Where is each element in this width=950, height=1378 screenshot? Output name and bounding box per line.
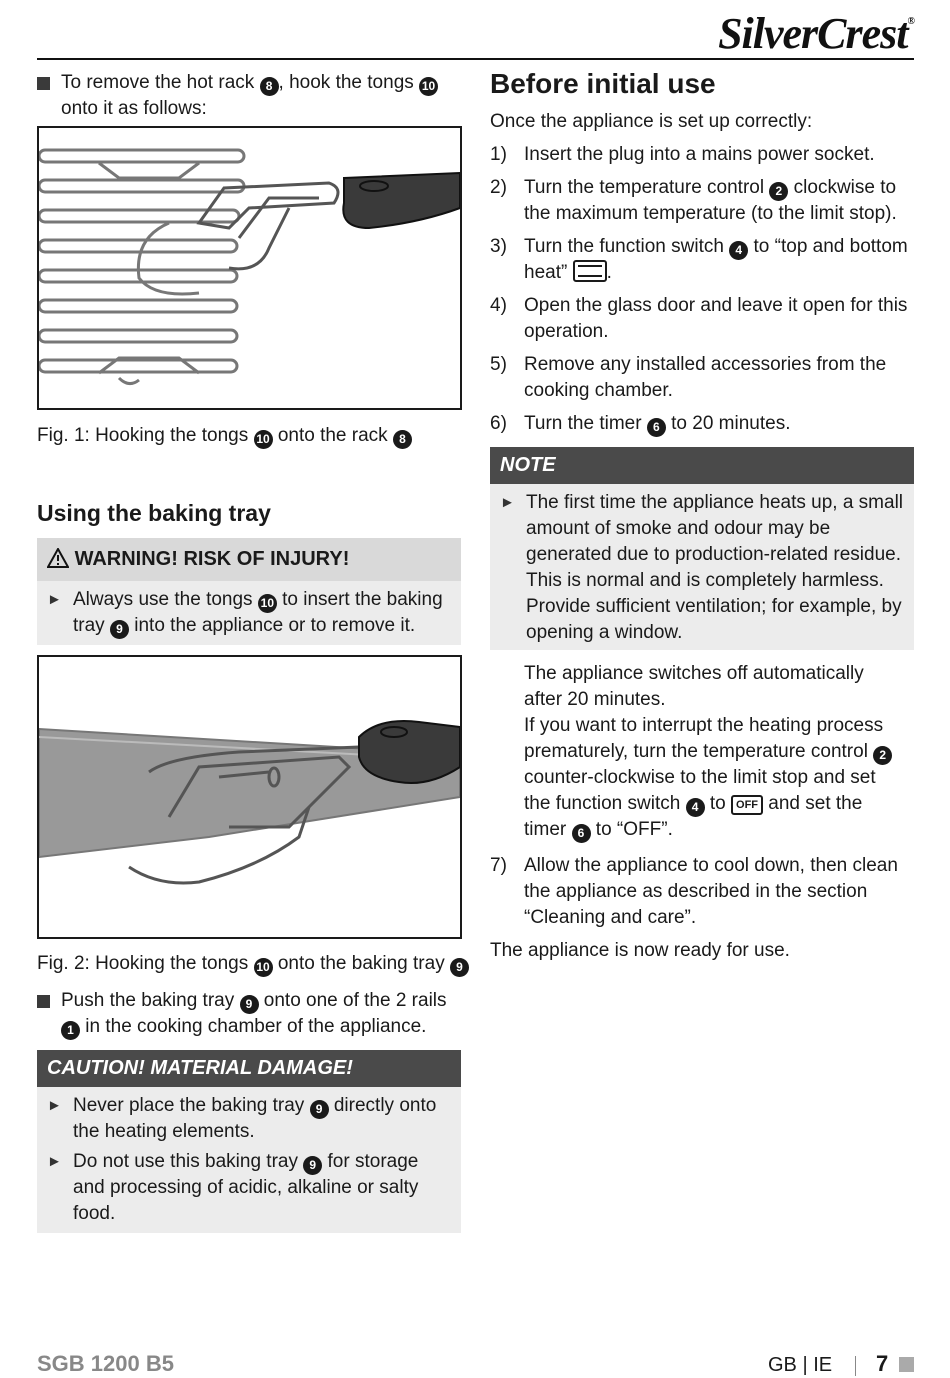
warning-item: ► Always use the tongs 10 to insert the baking tray 9 into the appliance or to remove it. [47, 587, 451, 639]
caution-box [37, 1050, 461, 1233]
warning-header: WARNING! RISK OF INJURY! [37, 538, 461, 581]
part-number-badge: 9 [310, 1100, 329, 1119]
caution-item: ► Never place the baking tray 9 directly onto the heating elements. [47, 1095, 437, 1142]
part-number-badge: 9 [450, 958, 469, 977]
square-bullet-icon [37, 995, 50, 1008]
interrupt-paragraph: If you want to interrupt the heating process prematurely, turn the temperature control 2 counter-clockwise to the limit stop and set the function switch 4 to OFF and set the timer 6 to “OFF”. [524, 713, 894, 843]
part-number-badge: 10 [254, 430, 273, 449]
page-number: 7 [876, 1351, 889, 1376]
part-number-badge: 4 [686, 798, 705, 817]
arrow-bullet-icon: ► [47, 1097, 62, 1114]
brand-logo: SilverCrest® [718, 9, 914, 58]
steps-list-continued [490, 853, 914, 938]
part-number-badge: 10 [419, 77, 438, 96]
header-rule [37, 58, 914, 60]
part-number-badge: 9 [240, 995, 259, 1014]
language-codes: GB | IE [768, 1354, 833, 1376]
part-number-badge: 9 [110, 620, 129, 639]
part-number-badge: 10 [258, 594, 277, 613]
arrow-bullet-icon: ► [47, 591, 62, 608]
part-number-badge: 2 [769, 182, 788, 201]
part-number-badge: 2 [873, 746, 892, 765]
arrow-bullet-icon: ► [47, 1153, 62, 1170]
note-box [490, 447, 914, 650]
footer-divider [855, 1356, 856, 1376]
square-bullet-icon [37, 77, 50, 90]
warning-box [37, 538, 461, 645]
part-number-badge: 6 [572, 824, 591, 843]
figure-1-caption: Fig. 1: Hooking the tongs 10 onto the rack 8 [37, 423, 457, 449]
step-item: 5) Remove any installed accessories from the cooking chamber. [490, 354, 887, 401]
part-number-badge: 6 [647, 418, 666, 437]
step-item: 2) Turn the temperature control 2 clockwise to the maximum temperature (to the limit stop). [490, 177, 897, 224]
warning-triangle-icon [47, 548, 69, 568]
steps-list [490, 142, 914, 444]
part-number-badge: 10 [254, 958, 273, 977]
part-number-badge: 8 [393, 430, 412, 449]
page-marker-square [899, 1357, 914, 1372]
arrow-bullet-icon: ► [500, 494, 515, 511]
step-item: 3) Turn the function switch 4 to “top and bottom heat” . [490, 236, 908, 283]
figure-1-illustration [37, 126, 462, 410]
step-item: 4) Open the glass door and leave it open for this operation. [490, 295, 908, 342]
section-title-baking-tray: Using the baking tray [37, 500, 271, 526]
push-tray-paragraph: Push the baking tray 9 onto one of the 2 rails 1 in the cooking chamber of the appliance. [37, 988, 467, 1040]
page-title: Before initial use [490, 68, 716, 99]
part-number-badge: 8 [260, 77, 279, 96]
part-number-badge: 4 [729, 241, 748, 260]
note-item: ► The first time the appliance heats up, a small amount of smoke and odour may be generated due to production-related residue. This is normal and is completely harmless. Provide sufficient ventilation; for example, by opening a window. [500, 492, 904, 643]
step-item: 6) Turn the timer 6 to 20 minutes. [490, 411, 914, 437]
step-item: 7) Allow the appliance to cool down, then clean the appliance as described in the section “Cleaning and care”. [490, 855, 898, 928]
off-switch-icon: OFF [731, 795, 763, 815]
caution-item: ► Do not use this baking tray 9 for storage and processing of acidic, alkaline or salty food. [47, 1151, 419, 1224]
ready-text: The appliance is now ready for use. [490, 940, 790, 961]
after-note-text: The appliance switches off automatically after 20 minutes. If you want to interrupt the heating process prematurely, turn the temperature control 2 counter-clockwise to the limit stop and set the function switch 4 to OFF and set the timer 6 to “OFF”. [524, 661, 894, 843]
intro-paragraph: To remove the hot rack 8 , hook the tongs 10 onto it as follows: [37, 70, 457, 122]
figure-2-illustration [37, 655, 462, 939]
caution-header: CAUTION! MATERIAL DAMAGE! [37, 1050, 461, 1087]
model-number: SGB 1200 B5 [37, 1351, 174, 1376]
intro-text: Once the appliance is set up correctly: [490, 111, 813, 132]
top-bottom-heat-icon [573, 260, 607, 282]
figure-2-caption: Fig. 2: Hooking the tongs 10 onto the baking tray 9 [37, 951, 477, 977]
step-item: 1) Insert the plug into a mains power socket. [490, 144, 875, 165]
part-number-badge: 1 [61, 1021, 80, 1040]
part-number-badge: 9 [303, 1156, 322, 1175]
note-header: NOTE [490, 447, 914, 484]
